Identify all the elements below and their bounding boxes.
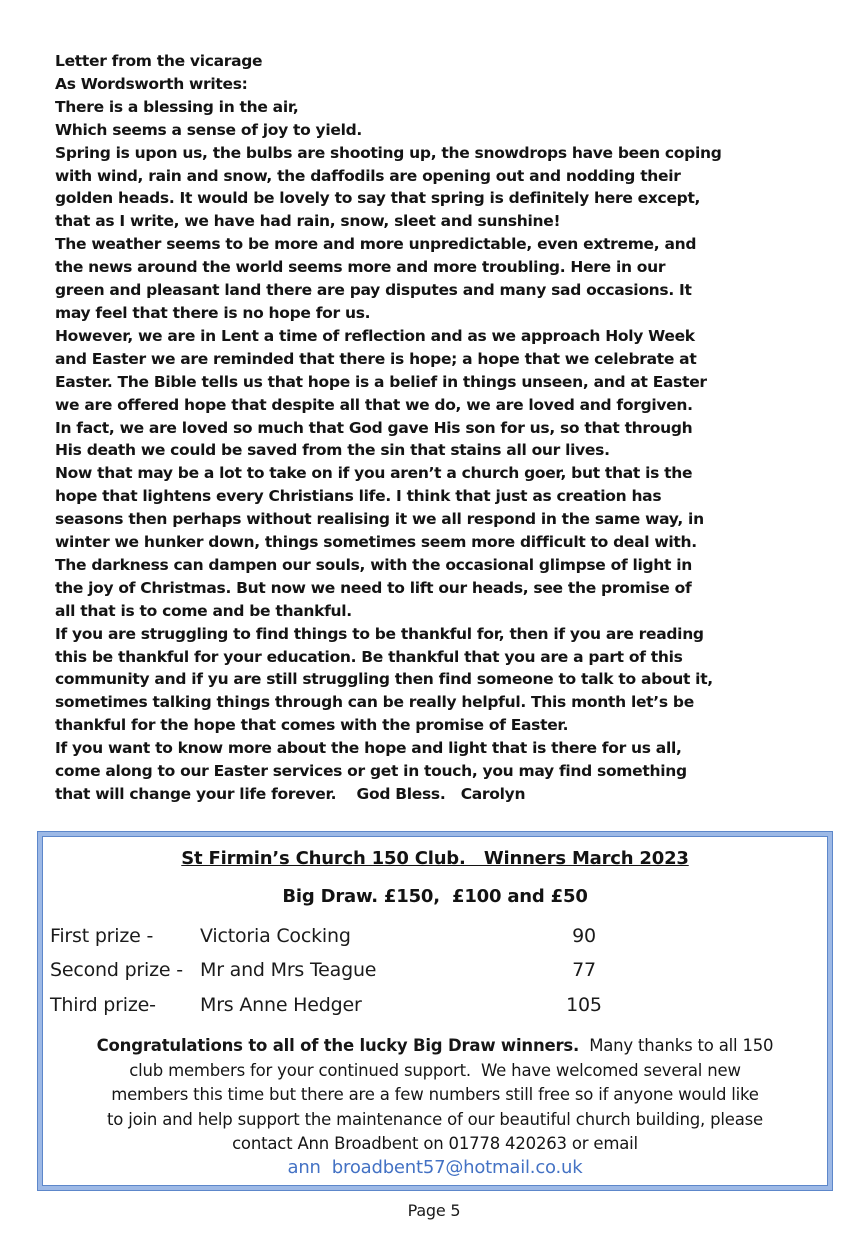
congratulations-line: Congratulations to all of the lucky Big Draw winners. Many thanks to all 150 <box>96 1036 774 1056</box>
prize-winner-name: Mr and Mrs Teague <box>200 959 377 982</box>
letter-line: golden heads. It would be lovely to say that spring is definitely here except, <box>55 189 701 208</box>
letter-line: Now that may be a lot to take on if you aren’t a church goer, but that is the <box>55 464 693 483</box>
letter-line: may feel that there is no hope for us. <box>55 303 371 322</box>
page-number: Page 5 <box>407 1201 461 1221</box>
club-box-title: St Firmin’s Church 150 Club. Winners March 2023 <box>181 847 689 869</box>
prize-row <box>50 994 820 1029</box>
email-line <box>50 1157 820 1178</box>
prize-winner-name: Mrs Anne Hedger <box>200 993 362 1016</box>
prize-list <box>50 925 820 1029</box>
letter-line: As Wordsworth writes: <box>55 74 248 93</box>
contact-email-link[interactable]: ann broadbent57@hotmail.co.uk <box>287 1157 583 1179</box>
prize-winning-number: 77 <box>572 959 596 982</box>
club-winners-box <box>38 832 832 1191</box>
letter-line: that will change your life forever. God Bless. Carolyn <box>55 785 526 803</box>
letter-line: the news around the world seems more and more troubling. Here in our <box>55 258 666 277</box>
letter-line: Easter. The Bible tells us that hope is a belief in things unseen, and at Easter <box>55 372 707 391</box>
letter-line: and Easter we are reminded that there is hope; a hope that we celebrate at <box>55 349 697 368</box>
congratulations-line: members this time but there are a few numbers still free so if anyone would like <box>111 1085 759 1105</box>
congratulations-line: club members for your continued support. We have welcomed several new <box>129 1060 741 1080</box>
letter-line: The weather seems to be more and more unpredictable, even extreme, and <box>55 235 697 254</box>
letter-line: all that is to come and be thankful. <box>55 601 352 620</box>
letter-line: Letter from the vicarage <box>55 52 263 70</box>
letter-line: thankful for the hope that comes with the promise of Easter. <box>55 716 569 735</box>
letter-line: with wind, rain and snow, the daffodils are opening out and nodding their <box>55 166 681 185</box>
congratulations-text <box>50 1034 820 1156</box>
letter-line: community and if yu are still struggling then find someone to talk to about it, <box>55 670 713 689</box>
letter-line: If you are struggling to find things to be thankful for, then if you are reading <box>55 624 704 643</box>
prize-rank-label: Second prize - <box>50 959 183 982</box>
letter-line: However, we are in Lent a time of reflection and as we approach Holy Week <box>55 326 695 345</box>
letter-line: this be thankful for your education. Be thankful that you are a part of this <box>55 647 683 666</box>
letter-line: seasons then perhaps without realising it we all respond in the same way, in <box>55 510 704 529</box>
prize-winner-name: Victoria Cocking <box>200 924 351 947</box>
club-box-subtitle: Big Draw. £150, £100 and £50 <box>282 885 588 907</box>
letter-line: green and pleasant land there are pay disputes and many sad occasions. It <box>55 281 692 300</box>
congratulations-line: contact Ann Broadbent on 01778 420263 or email <box>232 1134 638 1154</box>
letter-line: winter we hunker down, things sometimes seem more difficult to deal with. <box>55 533 697 552</box>
letter-line: In fact, we are loved so much that God gave His son for us, so that through <box>55 418 693 437</box>
letter-line: the joy of Christmas. But now we need to lift our heads, see the promise of <box>55 578 692 597</box>
prize-winning-number: 105 <box>566 993 602 1016</box>
prize-winning-number: 90 <box>572 924 596 947</box>
letter-line: There is a blessing in the air, <box>55 97 299 116</box>
letter-line: If you want to know more about the hope and light that is there for us all, <box>55 739 682 758</box>
congratulations-line: to join and help support the maintenance of our beautiful church building, please <box>107 1109 763 1129</box>
prize-row <box>50 959 820 994</box>
letter-line: Which seems a sense of joy to yield. <box>55 120 362 139</box>
prize-rank-label: First prize - <box>50 924 154 947</box>
vicarage-letter <box>55 50 825 806</box>
prize-rank-label: Third prize- <box>50 993 156 1016</box>
letter-line: The darkness can dampen our souls, with the occasional glimpse of light in <box>55 555 692 574</box>
letter-line: that as I write, we have had rain, snow, sleet and sunshine! <box>55 212 561 231</box>
prize-row <box>50 925 820 960</box>
letter-line: sometimes talking things through can be really helpful. This month let’s be <box>55 693 694 712</box>
letter-line: we are offered hope that despite all that we do, we are loved and forgiven. <box>55 395 693 414</box>
letter-line: His death we could be saved from the sin that stains all our lives. <box>55 441 610 460</box>
letter-line: come along to our Easter services or get in touch, you may find something <box>55 762 687 781</box>
letter-line: Spring is upon us, the bulbs are shooting up, the snowdrops have been coping <box>55 143 722 162</box>
letter-line: hope that lightens every Christians life. I think that just as creation has <box>55 487 662 506</box>
